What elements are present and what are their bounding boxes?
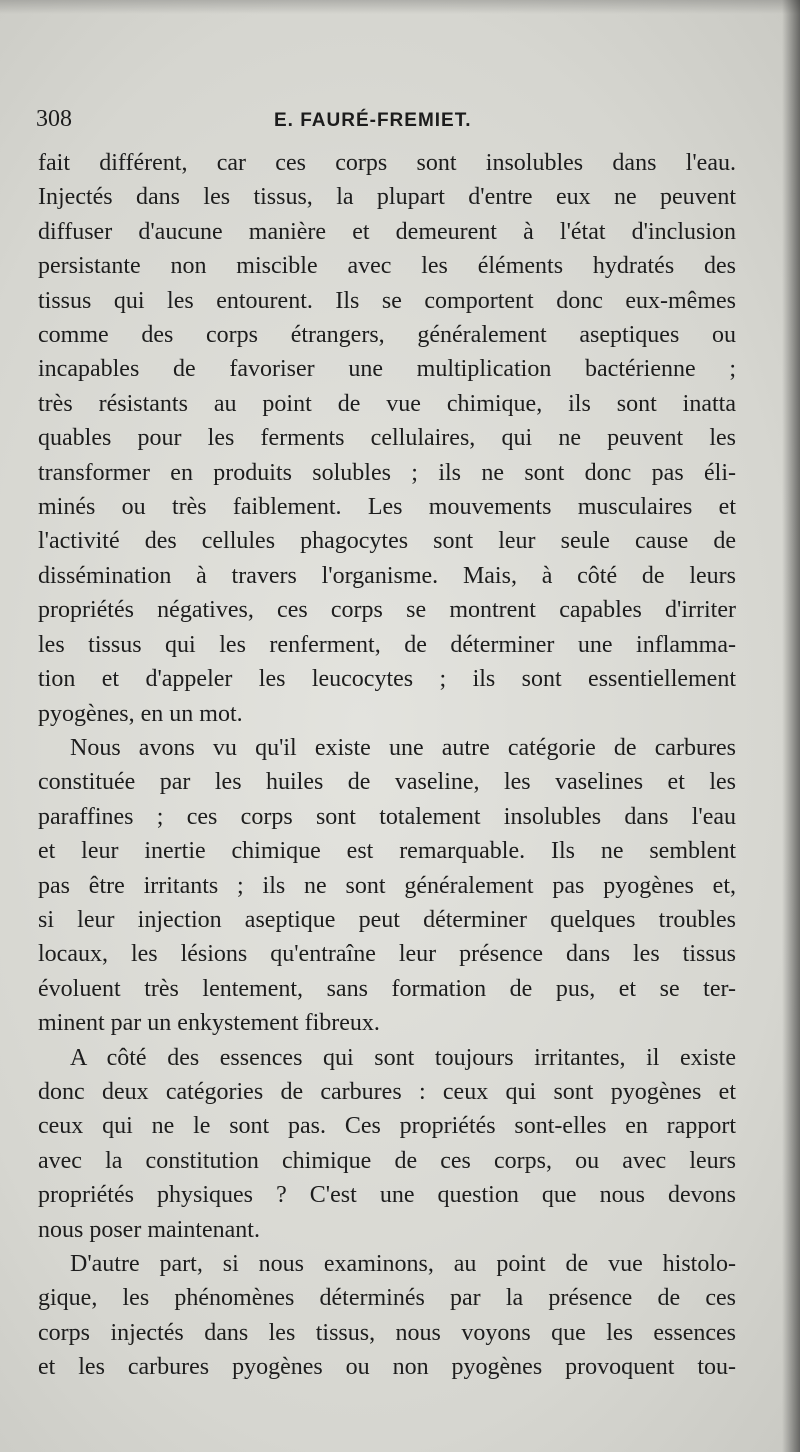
text-line: diffuser d'aucune manière et demeurent à l'état d'inclusion [38,218,736,245]
text-line: transformer en produits solubles ; ils ne sont donc pas éli- [38,459,736,486]
text-line: si leur injection aseptique peut déterminer quelques troubles [38,906,736,933]
text-line: les tissus qui les renferment, de déterminer une inflamma- [38,631,736,658]
text-line: et leur inertie chimique est remarquable. Ils ne semblent [38,838,736,865]
text-line: minent par un enkystement fibreux. [38,1010,380,1037]
text-line: corps injectés dans les tissus, nous voyons que les essences [38,1319,736,1346]
text-line: locaux, les lésions qu'entraîne leur présence dans les tissus [38,941,736,968]
page-header [36,106,736,142]
text-line: D'autre part, si nous examinons, au point de vue histolo- [70,1251,736,1277]
text-line: minés ou très faiblement. Les mouvements musculaires et [38,494,736,521]
text-line: avec la constitution chimique de ces corps, ou avec leurs [38,1147,736,1174]
text-line: persistante non miscible avec les éléments hydratés des [38,253,736,280]
text-line: dissémination à travers l'organisme. Mais, à côté de leurs [38,562,736,589]
text-line: incapables de favoriser une multiplication bactérienne ; [38,356,736,383]
text-line: donc deux catégories de carbures : ceux qui sont pyogènes et [38,1078,736,1105]
text-line: A côté des essences qui sont toujours irritantes, il existe [70,1044,736,1071]
text-line: fait différent, car ces corps sont insolubles dans l'eau. [38,150,736,176]
text-line: propriétés négatives, ces corps se montrent capables d'irriter [38,597,736,624]
text-line: gique, les phénomènes déterminés par la présence de ces [38,1285,736,1312]
body-text [38,146,736,1385]
page-gutter-shadow [782,0,800,1452]
text-line: très résistants au point de vue chimique, ils sont inatta [38,390,736,417]
text-line: tion et d'appeler les leucocytes ; ils sont essentiellement [38,666,736,693]
text-line: nous poser maintenant. [38,1216,260,1243]
page-top-shadow [0,0,800,14]
text-line: comme des corps étrangers, généralement aseptiques ou [38,322,736,349]
text-line: quables pour les ferments cellulaires, qui ne peuvent les [38,425,736,452]
text-line: et les carbures pyogènes ou non pyogènes provoquent tou- [38,1354,736,1381]
text-line: Nous avons vu qu'il existe une autre catégorie de carbures [70,734,736,761]
text-line: l'activité des cellules phagocytes sont leur seule cause de [38,528,736,555]
text-line: pyogènes, en un mot. [38,700,243,727]
text-line: ceux qui ne le sont pas. Ces propriétés sont-elles en rapport [38,1113,736,1140]
text-line: évoluent très lentement, sans formation de pus, et se ter- [38,975,736,1002]
running-head: E. FAURÉ-FREMIET. [274,110,472,131]
text-line: paraffines ; ces corps sont totalement insolubles dans l'eau [38,803,736,830]
text-line: Injectés dans les tissus, la plupart d'entre eux ne peuvent [38,184,736,211]
text-line: propriétés physiques ? C'est une question que nous devons [38,1182,736,1209]
page-number: 308 [36,106,72,132]
text-line: pas être irritants ; ils ne sont généralement pas pyogènes et, [38,872,736,899]
text-line: tissus qui les entourent. Ils se comportent donc eux-mêmes [38,287,736,314]
text-line: constituée par les huiles de vaseline, les vaselines et les [38,769,736,796]
